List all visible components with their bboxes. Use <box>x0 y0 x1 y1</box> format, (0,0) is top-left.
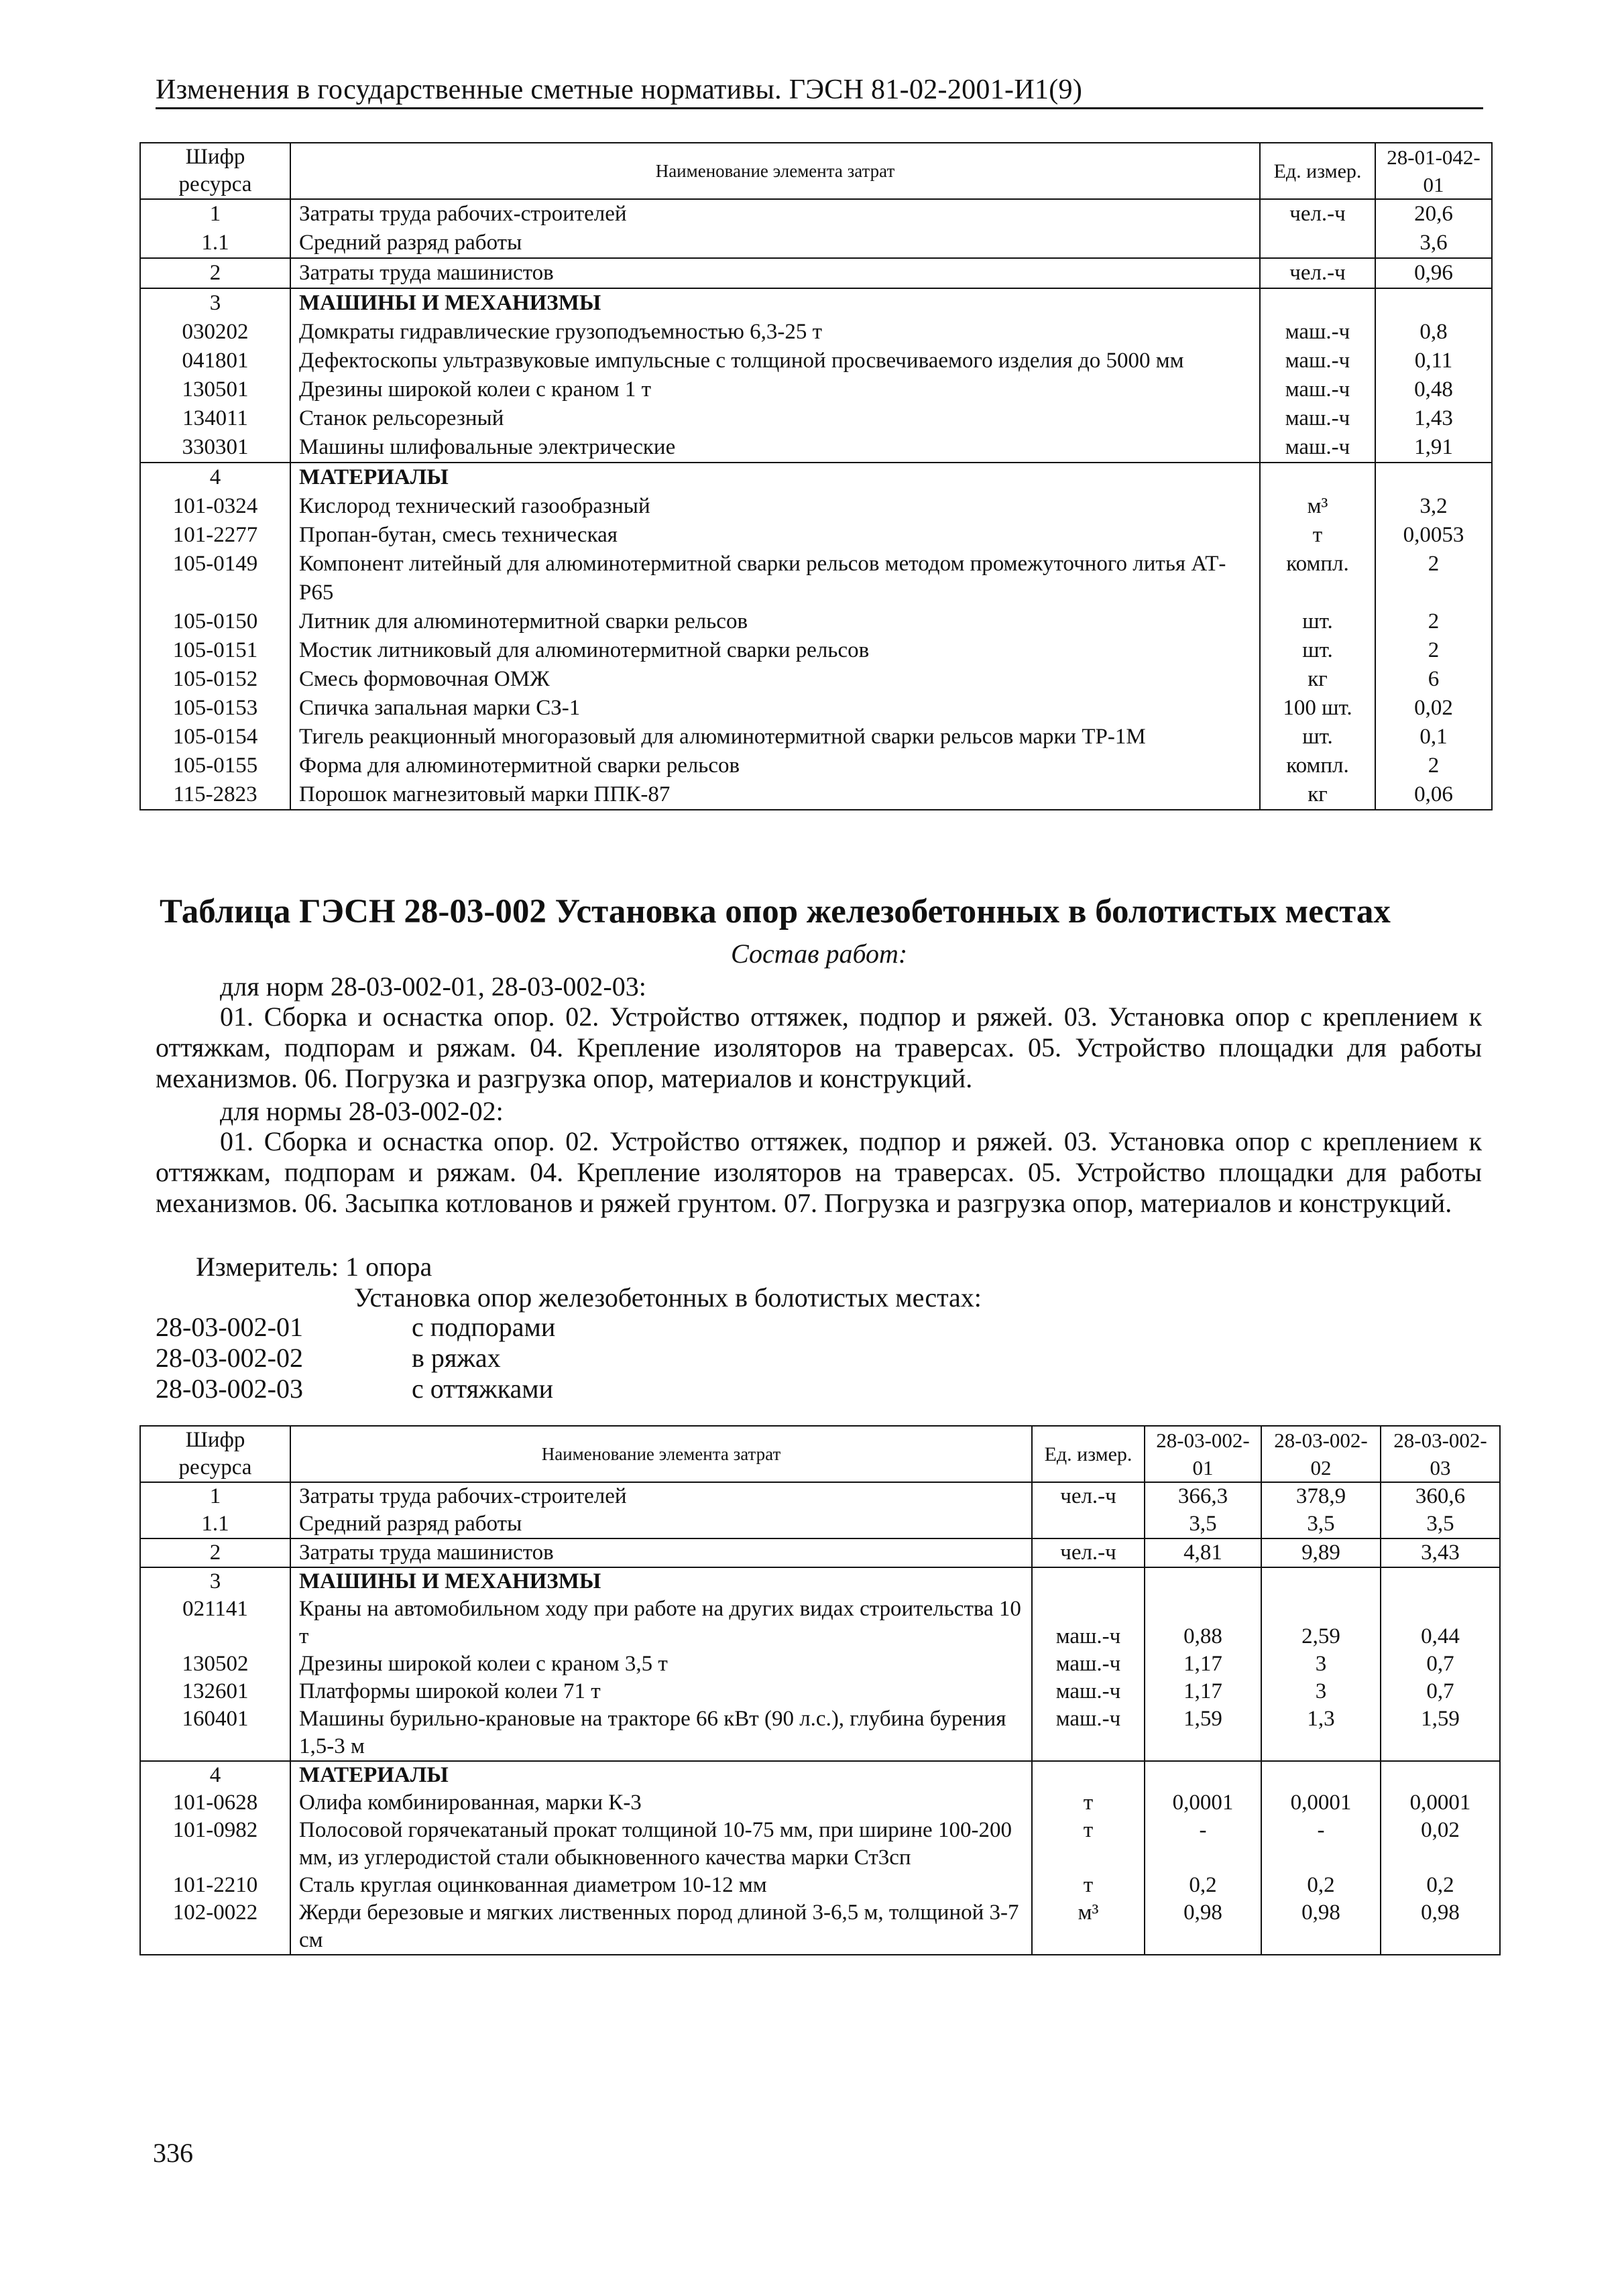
norm-value-cell: 2 <box>1375 636 1492 665</box>
norm-value-cell: 0,98 <box>1261 1899 1381 1955</box>
norm-value-cell <box>1381 1567 1500 1595</box>
column-header-unit: Ед. измер. <box>1260 143 1375 199</box>
norm-value-cell: 0,88 <box>1145 1595 1261 1650</box>
cost-element-name-cell: МАШИНЫ И МЕХАНИЗМЫ <box>290 1567 1032 1595</box>
resource-code-cell: 2 <box>140 1538 290 1567</box>
norm-value-cell: 0,0001 <box>1261 1789 1381 1817</box>
norm-value-cell: 3,5 <box>1381 1510 1500 1538</box>
unit-cell: кг <box>1260 780 1375 810</box>
unit-cell: компл. <box>1260 751 1375 780</box>
norm-value-cell: 0,2 <box>1261 1872 1381 1899</box>
table-row <box>140 607 1492 636</box>
norm-value-cell: 4,81 <box>1145 1538 1261 1567</box>
norm-value-cell: 360,6 <box>1381 1482 1500 1510</box>
resource-code-cell: 130501 <box>140 375 290 404</box>
header-rule <box>156 107 1483 109</box>
resource-code-cell: 041801 <box>140 347 290 375</box>
resource-code-cell: 1 <box>140 199 290 229</box>
norm-value-cell: 1,91 <box>1375 433 1492 463</box>
table-row <box>140 751 1492 780</box>
cost-element-name-cell: Литник для алюминотермитной сварки рельсов <box>299 609 748 633</box>
variant-code: 28-03-002-01 <box>156 1312 303 1342</box>
table-header-row <box>140 1426 1500 1482</box>
cost-element-name-cell: Олифа комбинированная, марки К-3 <box>299 1791 642 1815</box>
unit-cell <box>1032 1510 1145 1538</box>
unit-cell: маш.-ч <box>1260 404 1375 433</box>
resource-code-cell: 1 <box>140 1482 290 1510</box>
column-header-norm: 28-01-042-01 <box>1375 143 1492 199</box>
resource-code-cell: 105-0149 <box>140 550 290 607</box>
cost-element-name-cell: Затраты труда рабочих-строителей <box>290 1482 1032 1510</box>
resource-code-cell: 105-0150 <box>140 607 290 636</box>
norm-value-cell: 378,9 <box>1261 1482 1381 1510</box>
unit-cell: чел.-ч <box>1032 1482 1145 1510</box>
resource-code-cell: 105-0152 <box>140 665 290 694</box>
column-header-name: Наименование элемента затрат <box>290 1426 1032 1482</box>
cost-element-name-cell: МАТЕРИАЛЫ <box>290 1761 1032 1789</box>
cost-element-name-cell: Станок рельсорезный <box>299 406 504 430</box>
norm-value-cell: 1,17 <box>1145 1678 1261 1705</box>
unit-cell: м³ <box>1260 492 1375 521</box>
norm-value-cell: 3 <box>1261 1650 1381 1678</box>
norm-value-cell: 9,89 <box>1261 1538 1381 1567</box>
table-row <box>140 199 1492 229</box>
norm-value-cell: 0,7 <box>1381 1650 1500 1678</box>
norm-value-cell: 6 <box>1375 665 1492 694</box>
table-row <box>140 780 1492 810</box>
cost-element-name-cell: МАШИНЫ И МЕХАНИЗМЫ <box>290 288 1260 318</box>
unit-cell: маш.-ч <box>1260 433 1375 463</box>
table-row <box>140 694 1492 723</box>
norm-value-cell <box>1375 463 1492 492</box>
norm-value-cell: 1,3 <box>1261 1705 1381 1761</box>
resource-code-cell: 021141 <box>140 1595 290 1650</box>
norm-value-cell: 2 <box>1375 550 1492 607</box>
table-row <box>140 1789 1500 1817</box>
resource-table-28-01-042 <box>139 142 1493 810</box>
cost-element-name-cell: Спичка запальная марки СЗ-1 <box>299 696 581 720</box>
norm-value-cell <box>1145 1567 1261 1595</box>
unit-cell <box>1260 463 1375 492</box>
unit-cell <box>1260 288 1375 318</box>
table-row <box>140 1817 1500 1872</box>
table-row <box>140 463 1492 492</box>
norm-value-cell: 0,48 <box>1375 375 1492 404</box>
table-row <box>140 433 1492 463</box>
cost-element-name-cell: Платформы широкой колеи 71 т <box>299 1679 601 1703</box>
table-row <box>140 1761 1500 1789</box>
norm-value-cell: - <box>1261 1817 1381 1872</box>
cost-element-name-cell: Дефектоскопы ультразвуковые импульсные с толщиной просвечиваемого изделия до 5000 мм <box>299 349 1184 373</box>
unit-cell: компл. <box>1260 550 1375 607</box>
norm-value-cell: 1,59 <box>1145 1705 1261 1761</box>
norm-value-cell: - <box>1145 1817 1261 1872</box>
cost-element-name-cell: МАТЕРИАЛЫ <box>290 463 1260 492</box>
cost-element-name-cell: Дрезины широкой колеи с краном 1 т <box>299 377 652 402</box>
norm-value-cell: 0,02 <box>1381 1817 1500 1872</box>
table-row <box>140 1705 1500 1761</box>
norm-value-cell: 0,2 <box>1145 1872 1261 1899</box>
norm-value-cell: 0,44 <box>1381 1595 1500 1650</box>
resource-code-cell: 101-0982 <box>140 1817 290 1872</box>
resource-code-cell: 330301 <box>140 433 290 463</box>
table-row <box>140 1482 1500 1510</box>
cost-element-name-cell: Домкраты гидравлические грузоподъемностью 6,3-25 т <box>299 320 823 344</box>
norm-value-cell: 0,1 <box>1375 723 1492 751</box>
unit-cell: чел.-ч <box>1260 258 1375 288</box>
norm-value-cell: 0,0053 <box>1375 521 1492 550</box>
resource-code-cell: 030202 <box>140 318 290 347</box>
cost-element-name-cell: Смесь формовочная ОМЖ <box>299 667 550 691</box>
unit-cell: т <box>1032 1872 1145 1899</box>
cost-element-name-cell: Компонент литейный для алюминотермитной сварки рельсов методом промежуточного литья АТ-Р65 <box>299 552 1226 605</box>
unit-cell <box>1032 1567 1145 1595</box>
resource-code-cell: 134011 <box>140 404 290 433</box>
unit-cell <box>1260 229 1375 258</box>
unit-cell: маш.-ч <box>1032 1678 1145 1705</box>
resource-code-cell: 105-0153 <box>140 694 290 723</box>
norm-value-cell: 1,59 <box>1381 1705 1500 1761</box>
work-composition-paragraph-2: 01. Сборка и оснастка опор. 02. Устройство оттяжек, подпор и ряжей. 03. Установка опор с креплением к оттяжкам, подпорам и ряжам. 04. Крепление изоляторов на траверсах. 05. Устройство площадки для работы механизмов. 06. Засыпка котлованов и ряжей грунтом. 07. Погрузка и разгрузка опор, материалов и конструкций. <box>156 1126 1482 1218</box>
resource-code-cell: 101-2210 <box>140 1872 290 1899</box>
table-row <box>140 1899 1500 1955</box>
table-row <box>140 723 1492 751</box>
table-row <box>140 1650 1500 1678</box>
cost-element-name-cell: Машины бурильно-крановые на тракторе 66 кВт (90 л.с.), глубина бурения 1,5-3 м <box>299 1707 1006 1758</box>
norm-value-cell: 2 <box>1375 607 1492 636</box>
table-row <box>140 1595 1500 1650</box>
column-header-code: Шифр ресурса <box>140 143 290 199</box>
table-row <box>140 288 1492 318</box>
norm-value-cell <box>1261 1761 1381 1789</box>
cost-element-name-cell: Средний разряд работы <box>299 231 522 255</box>
norm-value-cell: 2 <box>1375 751 1492 780</box>
cost-element-name-cell: Затраты труда рабочих-строителей <box>290 199 1260 229</box>
unit-cell: 100 шт. <box>1260 694 1375 723</box>
resource-code-cell: 105-0154 <box>140 723 290 751</box>
column-header-code: Шифр ресурса <box>140 1426 290 1482</box>
cost-element-name-cell: Пропан-бутан, смесь техническая <box>299 523 618 547</box>
table-row <box>140 550 1492 607</box>
resource-code-cell: 101-2277 <box>140 521 290 550</box>
unit-cell: кг <box>1260 665 1375 694</box>
resource-code-cell: 105-0151 <box>140 636 290 665</box>
cost-element-name-cell: Жерди березовые и мягких лиственных пород длиной 3-6,5 м, толщиной 3-7 см <box>290 1899 1032 1955</box>
unit-cell: шт. <box>1260 607 1375 636</box>
measurement-unit: Измеритель: 1 опора <box>196 1252 432 1282</box>
norm-value-cell: 0,7 <box>1381 1678 1500 1705</box>
norm-value-cell: 0,0001 <box>1381 1789 1500 1817</box>
cost-element-name-cell: Порошок магнезитовый марки ППК-87 <box>290 780 1260 810</box>
unit-cell: маш.-ч <box>1260 347 1375 375</box>
table-header-row <box>140 143 1492 199</box>
table-row <box>140 347 1492 375</box>
resource-code-cell: 1.1 <box>140 1510 290 1538</box>
norm-value-cell: 0,96 <box>1375 258 1492 288</box>
unit-cell: шт. <box>1260 636 1375 665</box>
resource-code-cell: 4 <box>140 1761 290 1789</box>
cost-element-name-cell: Машины шлифовальные электрические <box>299 435 676 459</box>
norm-value-cell: 0,0001 <box>1145 1789 1261 1817</box>
section-title: Таблица ГЭСН 28-03-002 Установка опор железобетонных в болотистых местах <box>160 893 1391 930</box>
table-row <box>140 521 1492 550</box>
unit-cell: шт. <box>1260 723 1375 751</box>
norm-value-cell: 3,5 <box>1145 1510 1261 1538</box>
norm-value-cell: 0,98 <box>1145 1899 1261 1955</box>
unit-cell: т <box>1260 521 1375 550</box>
table-row <box>140 318 1492 347</box>
table-row <box>140 1510 1500 1538</box>
unit-cell <box>1032 1761 1145 1789</box>
table-row <box>140 1538 1500 1567</box>
resource-code-cell: 101-0628 <box>140 1789 290 1817</box>
column-header-norm: 28-03-002-03 <box>1381 1426 1500 1482</box>
cost-element-name-cell: Средний разряд работы <box>299 1512 522 1536</box>
norm-value-cell: 20,6 <box>1375 199 1492 229</box>
table-row <box>140 1567 1500 1595</box>
unit-cell: маш.-ч <box>1260 375 1375 404</box>
variant-label: в ряжах <box>412 1343 501 1373</box>
norm-value-cell: 1,17 <box>1145 1650 1261 1678</box>
table-row <box>140 229 1492 258</box>
page-header: Изменения в государственные сметные нормативы. ГЭСН 81-02-2001-И1(9) <box>156 74 1083 105</box>
norm-value-cell <box>1381 1761 1500 1789</box>
norm-value-cell <box>1261 1567 1381 1595</box>
resource-code-cell: 132601 <box>140 1678 290 1705</box>
norm-value-cell: 0,11 <box>1375 347 1492 375</box>
norm-value-cell <box>1375 288 1492 318</box>
resource-code-cell: 3 <box>140 1567 290 1595</box>
norm-value-cell: 0,02 <box>1375 694 1492 723</box>
table-row <box>140 492 1492 521</box>
unit-cell: чел.-ч <box>1032 1538 1145 1567</box>
unit-cell: маш.-ч <box>1032 1595 1145 1650</box>
table-row <box>140 404 1492 433</box>
unit-cell: маш.-ч <box>1032 1650 1145 1678</box>
variant-label: с оттяжками <box>412 1374 553 1404</box>
unit-cell: маш.-ч <box>1032 1705 1145 1761</box>
resource-table-28-03-002 <box>139 1425 1501 1955</box>
variant-code: 28-03-002-02 <box>156 1343 303 1373</box>
resource-code-cell: 115-2823 <box>140 780 290 810</box>
column-header-norm: 28-03-002-01 <box>1145 1426 1261 1482</box>
cost-element-name-cell: Кислород технический газообразный <box>299 494 650 518</box>
variant-code: 28-03-002-03 <box>156 1374 303 1404</box>
column-header-name: Наименование элемента затрат <box>290 143 1260 199</box>
column-header-norm: 28-03-002-02 <box>1261 1426 1381 1482</box>
table-row <box>140 636 1492 665</box>
variant-label: с подпорами <box>412 1312 556 1342</box>
resource-code-cell: 105-0155 <box>140 751 290 780</box>
unit-cell: т <box>1032 1817 1145 1872</box>
table-row <box>140 375 1492 404</box>
norm-value-cell <box>1145 1761 1261 1789</box>
resource-code-cell: 102-0022 <box>140 1899 290 1955</box>
cost-element-name-cell: Дрезины широкой колеи с краном 3,5 т <box>299 1652 668 1676</box>
norm-value-cell: 3,5 <box>1261 1510 1381 1538</box>
norm-value-cell: 366,3 <box>1145 1482 1261 1510</box>
norms-applicability-2: для нормы 28-03-002-02: <box>220 1096 504 1126</box>
norm-value-cell: 3,6 <box>1375 229 1492 258</box>
norm-value-cell: 0,06 <box>1375 780 1492 810</box>
norm-value-cell: 3,43 <box>1381 1538 1500 1567</box>
cost-element-name-cell: Затраты труда машинистов <box>290 258 1260 288</box>
page-number: 336 <box>153 2138 193 2168</box>
table-row <box>140 258 1492 288</box>
resource-code-cell: 3 <box>140 288 290 318</box>
cost-element-name-cell: Тигель реакционный многоразовый для алюминотермитной сварки рельсов марки ТР-1М <box>299 725 1146 749</box>
cost-element-name-cell: Форма для алюминотермитной сварки рельсов <box>299 753 740 778</box>
unit-cell: м³ <box>1032 1899 1145 1955</box>
unit-cell: т <box>1032 1789 1145 1817</box>
variants-subtitle: Установка опор железобетонных в болотистых местах: <box>354 1282 982 1313</box>
unit-cell: маш.-ч <box>1260 318 1375 347</box>
table-row <box>140 1678 1500 1705</box>
resource-code-cell: 160401 <box>140 1705 290 1761</box>
table-row <box>140 665 1492 694</box>
resource-code-cell: 2 <box>140 258 290 288</box>
unit-cell: чел.-ч <box>1260 199 1375 229</box>
resource-code-cell: 101-0324 <box>140 492 290 521</box>
work-composition-label: Состав работ: <box>731 939 908 969</box>
resource-code-cell: 4 <box>140 463 290 492</box>
cost-element-name-cell: Полосовой горячекатаный прокат толщиной 10-75 мм, при ширине 100-200 мм, из углеродистой стали обыкновенного качества марки Ст3сп <box>299 1818 1012 1870</box>
norm-value-cell: 0,8 <box>1375 318 1492 347</box>
cost-element-name-cell: Сталь круглая оцинкованная диаметром 10-12 мм <box>299 1873 767 1897</box>
norm-value-cell: 3 <box>1261 1678 1381 1705</box>
norm-value-cell: 0,2 <box>1381 1872 1500 1899</box>
norms-applicability-1: для норм 28-03-002-01, 28-03-002-03: <box>220 971 646 1002</box>
norm-value-cell: 0,98 <box>1381 1899 1500 1955</box>
table-row <box>140 1872 1500 1899</box>
resource-code-cell: 130502 <box>140 1650 290 1678</box>
norm-value-cell: 1,43 <box>1375 404 1492 433</box>
resource-code-cell: 1.1 <box>140 229 290 258</box>
norm-value-cell: 2,59 <box>1261 1595 1381 1650</box>
cost-element-name-cell: Мостик литниковый для алюминотермитной сварки рельсов <box>299 638 870 662</box>
norm-value-cell: 3,2 <box>1375 492 1492 521</box>
cost-element-name-cell: Затраты труда машинистов <box>290 1538 1032 1567</box>
cost-element-name-cell: Краны на автомобильном ходу при работе на других видах строительства 10 т <box>299 1597 1021 1648</box>
work-composition-paragraph-1: 01. Сборка и оснастка опор. 02. Устройство оттяжек, подпор и ряжей. 03. Установка опор с креплением к оттяжкам, подпорам и ряжам. 04. Крепление изоляторов на траверсах. 05. Устройство площадки для работы механизмов. 06. Погрузка и разгрузка опор, материалов и конструкций. <box>156 1002 1482 1093</box>
column-header-unit: Ед. измер. <box>1032 1426 1145 1482</box>
